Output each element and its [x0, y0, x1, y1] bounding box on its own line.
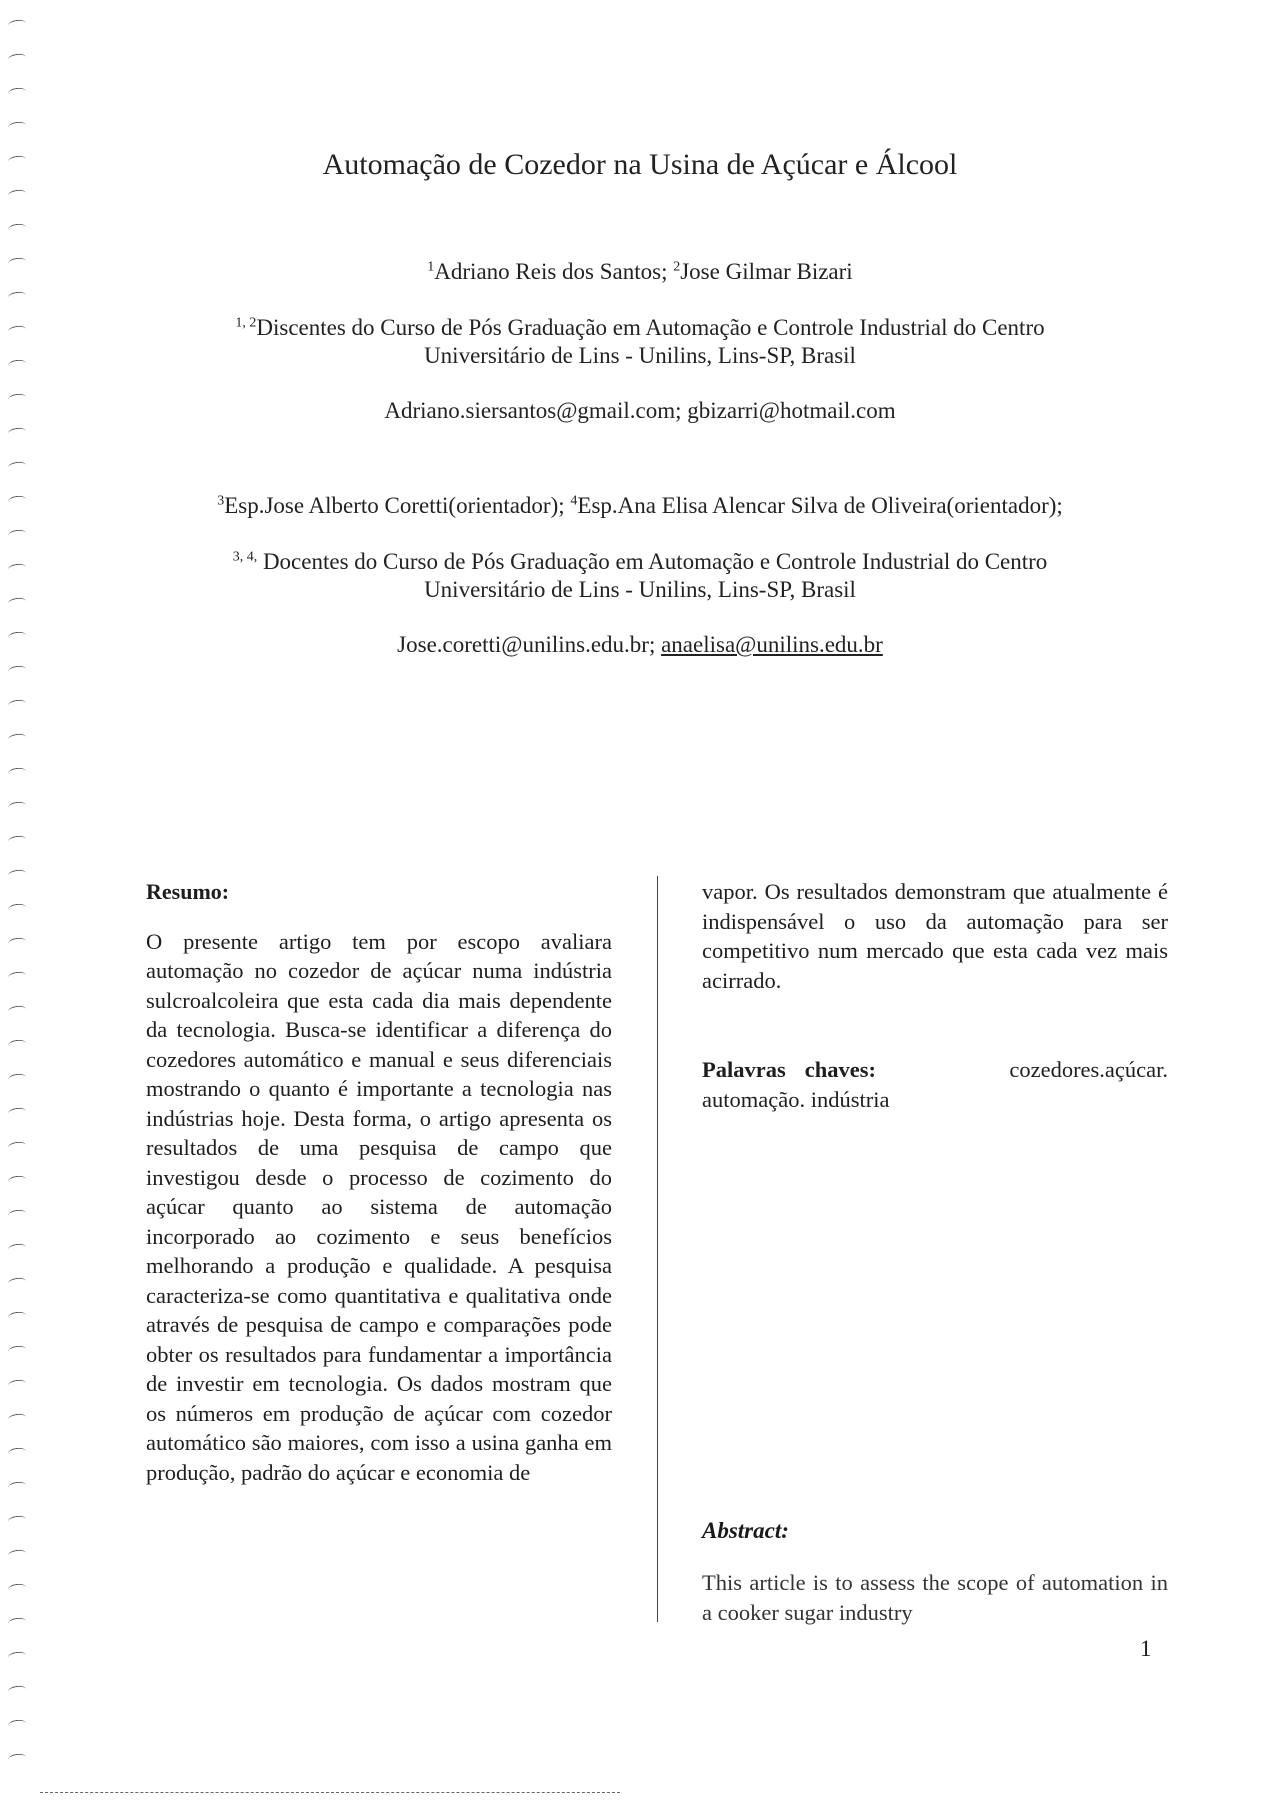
binding-mark: [7, 121, 26, 132]
bottom-rule: [40, 1792, 620, 1793]
affiliation2-superscript: 3, 4,: [232, 549, 258, 565]
binding-mark: [7, 1379, 26, 1390]
email-coretti: Jose.coretti@unilins.edu.br;: [397, 632, 656, 657]
column-divider: [657, 876, 658, 1622]
binding-mark: [7, 1039, 26, 1050]
keywords-label: Palavras chaves:: [702, 1057, 877, 1082]
binding-mark: [7, 1651, 26, 1662]
binding-mark: [7, 1107, 26, 1118]
abstract-text: This article is to assess the scope of automation in a cooker sugar industry: [702, 1570, 1168, 1625]
affiliation1: [0, 314, 1280, 370]
abstract-heading: Abstract:: [702, 1518, 789, 1543]
binding-mark: [7, 1243, 26, 1254]
binding-mark: [7, 1447, 26, 1458]
affiliation1-superscript: 1, 2: [235, 315, 257, 331]
binding-mark: [7, 1583, 26, 1594]
binding-mark: [7, 699, 26, 710]
email-anaelisa[interactable]: anaelisa@unilins.edu.br: [661, 632, 883, 657]
binding-mark: [7, 53, 26, 64]
affiliation2: [0, 548, 1280, 604]
binding-mark: [7, 189, 26, 200]
right-column: [702, 877, 1168, 1114]
affiliation2-line2: Universitário de Lins - Unilins, Lins-SP, Brasil: [424, 577, 856, 602]
binding-mark: [7, 19, 26, 30]
binding-mark: [7, 971, 26, 982]
advisor1-name: Esp.Jose Alberto Coretti(orientador);: [224, 493, 565, 518]
binding-mark: [7, 1277, 26, 1288]
binding-mark: [7, 427, 26, 438]
binding-mark: [7, 1685, 26, 1696]
advisor2-superscript: 4: [570, 493, 578, 509]
resumo-heading: Resumo:: [146, 879, 230, 904]
binding-mark: [7, 529, 26, 540]
binding-mark: [7, 1481, 26, 1492]
author1-superscript: 1: [427, 259, 435, 275]
binding-mark: [7, 1209, 26, 1220]
binding-mark: [7, 1005, 26, 1016]
binding-mark: [7, 869, 26, 880]
emails1: Adriano.siersantos@gmail.com; gbizarri@hotmail.com: [384, 398, 896, 423]
author2-superscript: 2: [673, 259, 681, 275]
binding-mark: [7, 1753, 26, 1764]
advisor2-name: Esp.Ana Elisa Alencar Silva de Oliveira(orientador);: [577, 493, 1063, 518]
page-number: 1: [1140, 1636, 1152, 1661]
advisor1-superscript: 3: [217, 493, 225, 509]
authors-line: [0, 258, 1280, 286]
emails2: [0, 631, 1280, 659]
binding-mark: [7, 291, 26, 302]
binding-mark: [7, 801, 26, 812]
binding-mark: [7, 1549, 26, 1560]
binding-mark: [7, 87, 26, 98]
advisors-line: [0, 492, 1280, 520]
binding-mark: [7, 1413, 26, 1424]
binding-mark: [7, 1175, 26, 1186]
binding-mark: [7, 1141, 26, 1152]
author2-name: Jose Gilmar Bizari: [680, 259, 853, 284]
affiliation2-line1: $^{3, 4,}$ Docentes do Curso de Pós Graduação em Automação e Controle Industrial do Centro: [232, 549, 1048, 574]
binding-mark: [7, 1345, 26, 1356]
binding-mark: [7, 1073, 26, 1084]
binding-mark: [7, 1617, 26, 1628]
keywords: [702, 1055, 1168, 1114]
binding-mark: [7, 733, 26, 744]
author1-name: Adriano Reis dos Santos;: [434, 259, 668, 284]
binding-mark: [7, 1515, 26, 1526]
affiliation1-line2: Universitário de Lins - Unilins, Lins-SP, Brasil: [424, 343, 856, 368]
binding-mark: [7, 1719, 26, 1730]
left-column: [146, 877, 612, 1487]
binding-mark: [7, 223, 26, 234]
binding-mark: [7, 665, 26, 676]
resumo-continuation: vapor. Os resultados demonstram que atualmente é indispensável o uso da automação para ser competitivo num mercado que esta cada vez mais acirrado.: [702, 879, 1168, 993]
binding-mark: [7, 1311, 26, 1322]
binding-mark: [7, 937, 26, 948]
keywords-value: cozedores.açúcar. automação. indústria: [702, 1057, 1169, 1112]
binding-mark: [7, 767, 26, 778]
resumo-text: O presente artigo tem por escopo avaliara automação no cozedor de açúcar numa indústria sulcroalcoleira que esta cada dia mais dependente da tecnologia. Busca-se identificar a diferença do cozedores automático e manual e seus diferenciais mostrando o quanto é importante a tecnologia nas indústrias hoje. Desta forma, o artigo apresenta os resultados de uma pesquisa de campo que investigou desde o processo de cozimento do açúcar quanto ao sistema de automação incorporado ao cozimento e seus benefícios melhorando a produção e qualidade. A pesquisa caracteriza-se como quantitativa e qualitativa onde através de pesquisa de campo e comparações pode obter os resultados para fundamentar a importância de investir em tecnologia. Os dados mostram que os números em produção de açúcar com cozedor automático são maiores, com isso a usina ganha em produção, padrão do açúcar e economia de: [146, 928, 612, 1485]
paper-title: Automação de Cozedor na Usina de Açúcar e Álcool: [322, 148, 958, 181]
binding-mark: [7, 461, 26, 472]
binding-mark: [7, 903, 26, 914]
affiliation1-line1: $^{1, 2}$Discentes do Curso de Pós Graduação em Automação e Controle Industrial do Centro: [235, 315, 1045, 340]
binding-mark: [7, 835, 26, 846]
